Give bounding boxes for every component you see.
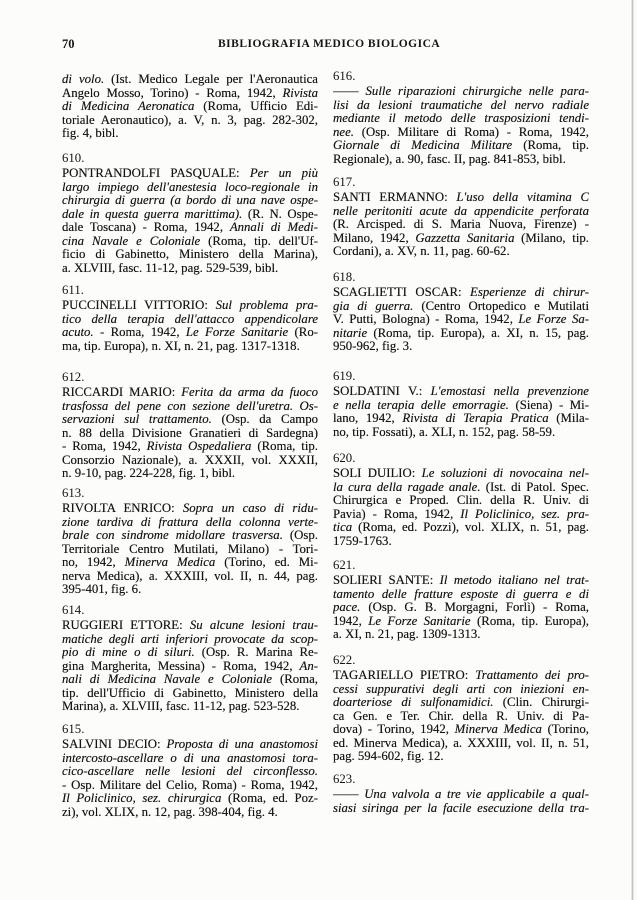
entry-line (333, 153, 589, 167)
entry-text-roman: (Ist. di Patol. Spec. (480, 480, 589, 494)
entry-text-italic: pio di mine o di siluri. (62, 646, 195, 660)
entry-number: 616. (333, 68, 356, 83)
entry-line (62, 194, 318, 208)
entry-line (333, 426, 589, 440)
entry-text-roman: —— (333, 788, 365, 801)
entry-line (62, 400, 318, 414)
entry-line (333, 99, 589, 113)
entry-text-roman: (Torino, (541, 723, 589, 737)
entry-line (333, 710, 589, 724)
entry-line (333, 205, 589, 219)
entry-line (333, 232, 589, 246)
entry-line (62, 326, 318, 340)
entry-line (62, 660, 318, 674)
entry-text-italic: Rivista (282, 86, 318, 100)
entry-line (333, 737, 589, 751)
entry-number: 622. (333, 652, 356, 667)
entry-line (62, 633, 318, 647)
entry-line (62, 340, 318, 354)
entry-text-italic: zione tardiva di frattura della colonna verte- (62, 515, 318, 529)
entry-text-roman: 1759-1763. (333, 534, 392, 548)
entry-line (333, 788, 589, 802)
entry-text-roman: Regionale), a. 90, fasc. II, pag. 841-853, bibl. (333, 152, 566, 166)
entry-line (62, 100, 318, 114)
entry-line (62, 235, 318, 249)
entry-text-roman: (Roma, Ufficio Edi- (194, 100, 318, 114)
entry-line (333, 750, 589, 764)
entry-text-roman: - Osp. Militare del Celio, Roma) - Roma, 1942, (62, 778, 318, 792)
entry-text-roman: SCAGLIETTI OSCAR: (333, 286, 471, 299)
entry-text-italic: gia di guerra. (333, 299, 414, 313)
bibliography-entry (62, 283, 318, 354)
entry-text-roman: (Siena) - Mi- (508, 398, 589, 412)
entry-line (333, 574, 589, 588)
entry-line (62, 502, 318, 516)
entry-line (62, 221, 318, 235)
entry-line (333, 191, 589, 205)
entry-text-italic: L'uso della vitamina C (456, 191, 589, 204)
entry-text-italic: Una valvola a tre vie applicabile a qual- (364, 788, 589, 801)
entry-text-italic: dale in questa guerra marittima). (62, 207, 243, 221)
entry-text-roman: lano, 1942, (333, 412, 403, 426)
entry-line (333, 508, 589, 522)
entry-line (333, 286, 589, 300)
entry-line (333, 340, 589, 354)
entry-text-italic: Esperienze di chirur- (470, 286, 589, 299)
bibliography-entry (333, 558, 589, 642)
bibliography-entry (333, 69, 589, 167)
entry-line (333, 669, 589, 683)
entry-line (62, 570, 318, 584)
entry-text-roman: SANTI ERMANNO: (333, 191, 457, 204)
entry-text-roman: Consorzio Nazionale), a. XXXII, vol. XXXII, (62, 453, 318, 467)
entry-text-italic: lisi da lesioni traumatiche del nervo radiale (333, 98, 589, 112)
entry-text-roman: (Centro Ortopedico e Mutilati (413, 299, 589, 313)
entry-text-italic: servazioni sul trattamento. (62, 413, 212, 427)
entry-text-italic: Le soluzioni di novocaina nel- (421, 467, 589, 480)
entry-line (62, 556, 318, 570)
entry-text-roman: ficio di Gabinetto, Ministero della Marina), (62, 248, 318, 262)
entry-line (333, 412, 589, 426)
entry-text-italic: Minerva Medica (454, 723, 542, 737)
entry-text-italic: cico-ascellare nelle lesioni del circonflesso. (62, 765, 318, 779)
entry-number: 613. (62, 485, 85, 500)
entry-line (333, 481, 589, 495)
entry-line (62, 687, 318, 701)
entry-line (62, 313, 318, 327)
entry-line (62, 440, 318, 454)
entry-line (333, 313, 589, 327)
entry-text-roman: Chirurgica e Proped. Clin. della R. Univ. di (333, 494, 589, 508)
entry-text-italic: mediante il metodo delle trasposizioni tendi- (333, 112, 589, 126)
entry-text-roman: tip. dell'Ufficio di Gabinetto, Ministero della (62, 686, 318, 700)
entry-line (333, 327, 589, 341)
entry-line (62, 792, 318, 806)
entry-line (62, 427, 318, 441)
entry-text-roman: (Torino, ed. Mi- (215, 556, 318, 570)
entry-text-roman: —— (333, 85, 366, 98)
entry-line (62, 248, 318, 262)
entry-line (333, 112, 589, 126)
entry-text-italic: doarteriose di sulfonamidici. (333, 696, 494, 710)
entry-line (62, 167, 318, 181)
entry-text-italic: acuto. (62, 326, 94, 340)
entry-text-roman: pag. 594-602, fig. 12. (333, 750, 444, 764)
entry-text-roman: RICCARDI MARIO: (62, 386, 182, 399)
entry-text-roman: (Roma, tip. (512, 139, 589, 153)
entry-line (62, 583, 318, 597)
entry-text-roman: (Osp. G. B. Morgagni, Forlì) - Roma, (360, 601, 589, 615)
entry-number: 623. (333, 771, 356, 786)
entry-text-roman: Pavia) - Roma, 1942, (333, 507, 461, 521)
entry-text-roman: RUGGIERI ETTORE: (62, 619, 190, 632)
entry-text-roman: (Roma, tip. (251, 440, 318, 454)
entry-text-roman: SOLDATINI V.: (333, 385, 431, 398)
running-title: BIBLIOGRAFIA MEDICO BIOLOGICA (218, 38, 441, 50)
entry-number: 611. (62, 282, 84, 297)
entry-text-italic: Rivista di Terapia Pratica (402, 412, 549, 426)
scan-edge-shadow (631, 0, 634, 900)
entry-line (333, 139, 589, 153)
entry-text-roman: PONTRANDOLFI PASQUALE: (62, 167, 250, 180)
entry-line (333, 467, 589, 481)
entry-text-roman: Cordani), a. XV, n. 11, pag. 60-62. (333, 245, 510, 259)
entry-text-roman: n. 88 della Divisione Granatieri di Sardegna) (62, 426, 318, 440)
entry-text-roman: (Roma, tip. Europa), (470, 614, 589, 628)
entry-line (62, 299, 318, 313)
entry-text-roman: ed. Minerva Medica), a. XXXIII, vol. II, n. 51, (333, 736, 589, 750)
entry-text-roman: Angelo Mosso, Torino) - Roma, 1942, (62, 86, 283, 100)
entry-line (62, 454, 318, 468)
entry-text-roman: fig. 4, bibl. (62, 127, 119, 141)
entry-text-italic: siasi siringa per la facile esecuzione della tra- (333, 801, 589, 815)
entry-line (333, 494, 589, 508)
bibliography-entry (62, 486, 318, 597)
entry-text-italic: Proposta di una anastomosi (166, 738, 318, 751)
bibliography-entry (62, 370, 318, 481)
entry-text-roman: 950-962, fig. 3. (333, 340, 413, 354)
entry-text-italic: la cura della ragade anale. (333, 480, 481, 494)
entry-line (62, 73, 318, 87)
entry-text-italic: Su alcune lesioni trau- (189, 619, 318, 632)
entry-line (62, 765, 318, 779)
entry-line (333, 399, 589, 413)
entry-line (333, 385, 589, 399)
entry-line (62, 700, 318, 714)
entry-line (62, 467, 318, 481)
entry-number: 621. (333, 557, 356, 572)
entry-text-roman: (Ist. Medico Legale per l'Aeronautica (104, 73, 318, 87)
entry-line (333, 683, 589, 697)
entry-line (333, 245, 589, 259)
entry-number: 619. (333, 368, 356, 383)
bibliography-entry (333, 270, 589, 354)
entry-line (62, 738, 318, 752)
entry-text-roman: no, tip. Fossati), a. XLI, n. 152, pag. 58-59. (333, 425, 556, 439)
entry-text-roman: (Osp. da Campo (211, 413, 318, 427)
entry-text-roman: 1942, (333, 614, 369, 628)
entry-number: 617. (333, 174, 356, 189)
entry-line (62, 181, 318, 195)
entry-line (62, 516, 318, 530)
entry-text-roman: Milano, 1942, (333, 231, 416, 245)
entry-text-roman: a. XLVIII, fasc. 11-12, pag. 529-539, bibl. (62, 261, 279, 275)
entry-line (62, 114, 318, 128)
entry-text-italic: Minerva Medica (124, 556, 216, 570)
entry-line (333, 85, 589, 99)
entry-line (333, 300, 589, 314)
entry-text-roman: (Ro- (288, 326, 318, 340)
bibliography-entry (62, 603, 318, 714)
entry-line (62, 646, 318, 660)
entry-text-italic: chirurgia di guerra (a bordo di una nave ospe- (62, 194, 318, 208)
entry-line (333, 723, 589, 737)
entry-line (333, 802, 589, 816)
entry-number: 615. (62, 721, 85, 736)
entry-text-italic: cina Navale e Coloniale (62, 234, 201, 248)
entry-text-roman: no, 1942, (62, 556, 125, 570)
entry-line (333, 535, 589, 549)
entry-text-italic: Per un più (249, 167, 318, 180)
entry-number: 614. (62, 602, 85, 617)
page-number: 70 (62, 37, 75, 51)
entry-text-italic: Sul problema pra- (215, 299, 318, 312)
entry-number: 610. (62, 150, 85, 165)
entry-text-italic: nitarie (333, 326, 368, 340)
entry-text-italic: Le Forze Sanitarie (368, 614, 471, 628)
entry-text-roman: (Roma, ed. Pozzi), vol. XLIX, n. 51, pag. (352, 521, 589, 535)
entry-text-roman: toriale Aeronautico), a. V, n. 3, pag. 282-302, (62, 113, 318, 127)
entry-text-italic: Rivista Ospedaliera (146, 440, 252, 454)
entry-text-roman: dova) - Torino, 1942, (333, 723, 455, 737)
entry-text-italic: matiche degli arti inferiori provocate da scop- (62, 632, 318, 646)
entry-text-italic: trasfossa del pene con sezione dell'uretra. Os- (62, 399, 318, 413)
entry-text-roman: (Clin. Chirurgi- (493, 696, 589, 710)
entry-text-italic: Giornale di Medicina Militare (333, 139, 513, 153)
entry-text-italic: Sopra un caso di ridu- (182, 502, 318, 515)
entry-line (333, 218, 589, 232)
entry-text-roman: (Roma, (272, 673, 318, 687)
entry-text-italic: An- (299, 659, 318, 673)
entry-text-italic: Il metodo italiano nel trat- (439, 574, 589, 587)
entry-line (62, 619, 318, 633)
bibliography-entry (333, 451, 589, 549)
entry-line (333, 628, 589, 642)
entry-text-roman: a. XI, n. 21, pag. 1309-1313. (333, 628, 481, 642)
entry-line (62, 262, 318, 276)
entry-text-italic: brale con sindrome midollare trasversa. (62, 529, 283, 543)
entry-text-roman: (R. Arcisped. di S. Maria Nuova, Firenze) - (333, 218, 589, 232)
entry-text-italic: Annali di Medi- (229, 221, 318, 235)
entry-line (62, 752, 318, 766)
entry-text-roman: ma, tip. Europa), n. XI, n. 21, pag. 1317-1318. (62, 339, 300, 353)
entry-text-italic: e nella terapia delle emorragie. (333, 398, 509, 412)
entry-line (62, 779, 318, 793)
entry-text-roman: (Roma, tip. Europa), a. XI, n. 15, pag. (367, 326, 589, 340)
entry-line (333, 696, 589, 710)
entry-text-italic: Il Policlinico, sez. chirurgica (62, 792, 222, 806)
entry-line (62, 87, 318, 101)
entry-text-italic: Le Forze Sa- (518, 313, 589, 327)
entry-text-roman: SALVINI DECIO: (62, 738, 167, 751)
entry-text-roman: V. Putti, Bologna) - Roma, 1942, (333, 313, 519, 327)
entry-line (333, 601, 589, 615)
left-column (62, 0, 318, 900)
entry-text-roman: 395-401, fig. 6. (62, 583, 142, 597)
entry-text-roman: Marina), a. XLVIII, fasc. 11-12, pag. 523-528. (62, 700, 300, 714)
entry-text-italic: nelle peritoniti acute da appendicite perforata (333, 204, 589, 218)
bibliography-entry (333, 369, 589, 440)
bibliography-entry (62, 722, 318, 820)
entry-line (62, 543, 318, 557)
entry-line (333, 521, 589, 535)
entry-number: 620. (333, 450, 356, 465)
entry-text-italic: L'emostasi nella prevenzione (430, 385, 589, 398)
entry-text-roman: (R. N. Ospe- (242, 207, 318, 221)
bibliography-entry (333, 653, 589, 764)
entry-text-roman: PUCCINELLI VITTORIO: (62, 299, 216, 312)
entry-text-italic: pace. (333, 601, 361, 615)
entry-text-italic: tico della terapia dell'attacco appendicolare (62, 312, 318, 326)
entry-line (62, 386, 318, 400)
entry-text-roman: SOLI DUILIO: (333, 467, 422, 480)
entry-line (333, 126, 589, 140)
entry-text-italic: Sulle riparazioni chirurgiche nelle para- (365, 85, 589, 98)
entry-text-italic: nee. (333, 125, 354, 139)
entry-text-roman: - Roma, 1942, (62, 440, 147, 454)
entry-text-roman: TAGARIELLO PIETRO: (333, 669, 476, 682)
entry-text-roman: zi), vol. XLIX, n. 12, pag. 398-404, fig. 4. (62, 805, 278, 819)
entry-line (62, 413, 318, 427)
entry-text-italic: tamento delle fratture esposte di guerra e di (333, 587, 589, 601)
entry-number: 618. (333, 269, 356, 284)
entry-text-roman: (Mila- (548, 412, 589, 426)
entry-line (62, 208, 318, 222)
entry-line (62, 127, 318, 141)
entry-text-roman: - Roma, 1942, (93, 326, 186, 340)
entry-line (62, 806, 318, 820)
entry-text-roman: n. 9-10, pag. 224-228, fig. 1, bibl. (62, 467, 236, 481)
entry-text-italic: di volo. (62, 73, 105, 87)
entry-text-italic: Le Forze Sanitarie (185, 326, 289, 340)
bibliography-entry (333, 175, 589, 259)
bibliography-entry (62, 73, 318, 141)
entry-line (62, 529, 318, 543)
entry-text-italic: tica (333, 521, 353, 535)
entry-line (333, 615, 589, 629)
entry-text-roman: (Milano, tip. (514, 231, 589, 245)
entry-text-italic: intercosto-ascellare o di una anastomosi tora- (62, 751, 318, 765)
entry-line (62, 673, 318, 687)
entry-text-roman: SOLIERI SANTE: (333, 574, 440, 587)
entry-text-roman: (Osp. Militare di Roma) - Roma, 1942, (353, 125, 589, 139)
entry-text-italic: di Medicina Aeronatica (62, 100, 195, 114)
entry-text-italic: Ferita da arma da fuoco (181, 386, 318, 399)
entry-number: 612. (62, 369, 85, 384)
entry-line (333, 588, 589, 602)
entry-text-roman: ca Gen. e Ter. Chir. della R. Univ. di Pa- (333, 709, 589, 723)
entry-text-roman: (Osp. (282, 529, 318, 543)
entry-text-roman: dale Toscana) - Roma, 1942, (62, 221, 230, 235)
entry-text-roman: (Osp. R. Marina Re- (194, 646, 318, 660)
right-column (333, 0, 589, 900)
entry-text-roman: RIVOLTA ENRICO: (62, 502, 183, 515)
bibliography-entry (333, 772, 589, 816)
entry-text-italic: nali di Medicina Navale e Coloniale (62, 673, 273, 687)
entry-text-italic: Il Policlinico, sez. pra- (460, 507, 589, 521)
entry-text-italic: cessi suppurativi degli arti con iniezioni en- (333, 682, 589, 696)
entry-text-roman: gina Margherita, Messina) - Roma, 1942, (62, 659, 300, 673)
entry-text-roman: nerva Medica), a. XXXIII, vol. II, n. 44, pag. (62, 569, 318, 583)
entry-text-roman: (Roma, tip. dell'Uf- (200, 234, 318, 248)
entry-text-roman: (Roma, ed. Poz- (221, 792, 318, 806)
entry-text-italic: largo impiego dell'anestesia loco-regionale in (62, 180, 318, 194)
entry-text-roman: Territoriale Centro Mutilati, Milano) - Tori- (62, 542, 318, 556)
entry-text-italic: Trattamento dei pro- (475, 669, 589, 682)
bibliography-entry (62, 151, 318, 276)
entry-text-italic: Gazzetta Sanitaria (415, 231, 515, 245)
